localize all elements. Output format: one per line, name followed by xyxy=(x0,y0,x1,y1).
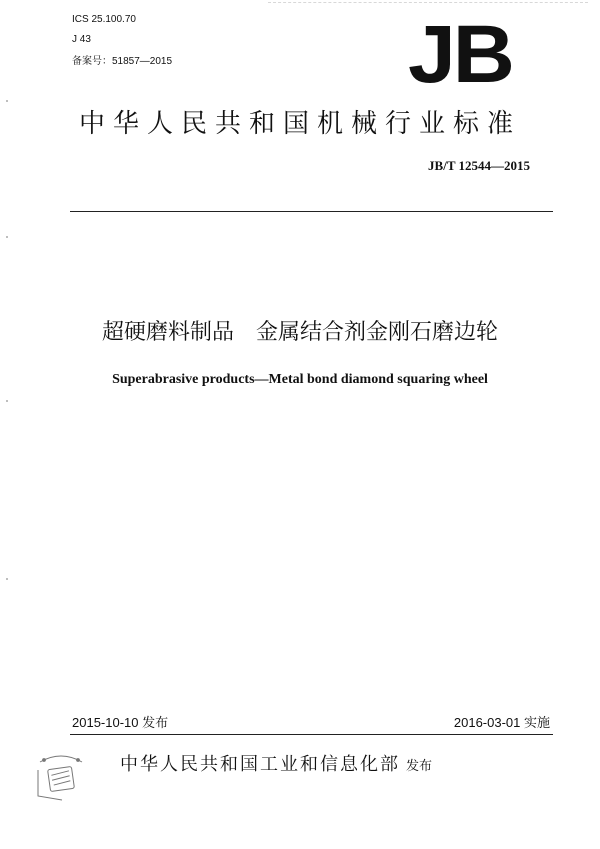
bottom-divider xyxy=(70,734,553,735)
standard-category-title: 中华人民共和国机械行业标准 xyxy=(78,109,521,139)
document-title-english: Superabrasive products—Metal bond diamond squaring wheel xyxy=(112,372,488,387)
top-divider xyxy=(70,211,553,212)
scan-speck xyxy=(6,236,8,238)
issuing-authority xyxy=(120,750,432,776)
issuer-suffix: 发布 xyxy=(406,759,433,774)
jb-logo: JB xyxy=(408,9,512,100)
classification-code: J 43 xyxy=(72,34,91,45)
issue-date: 2015-10-10 发布 xyxy=(72,715,169,730)
ics-code: ICS 25.100.70 xyxy=(72,14,136,25)
document-title-chinese: 超硬磨料制品 金属结合剂金刚石磨边轮 xyxy=(101,320,498,345)
scan-speck xyxy=(6,578,8,580)
implementation-date: 2016-03-01 实施 xyxy=(453,715,550,730)
standard-number: JB/T 12544—2015 xyxy=(428,158,530,173)
record-number: 备案号：51857—2015 xyxy=(72,56,173,67)
scan-speck xyxy=(6,400,8,402)
issuer-name: 中华人民共和国工业和信息化部 xyxy=(120,754,400,775)
library-stamp-seal xyxy=(32,748,90,806)
scan-speck xyxy=(6,100,8,102)
scan-header-artifact xyxy=(268,2,588,3)
